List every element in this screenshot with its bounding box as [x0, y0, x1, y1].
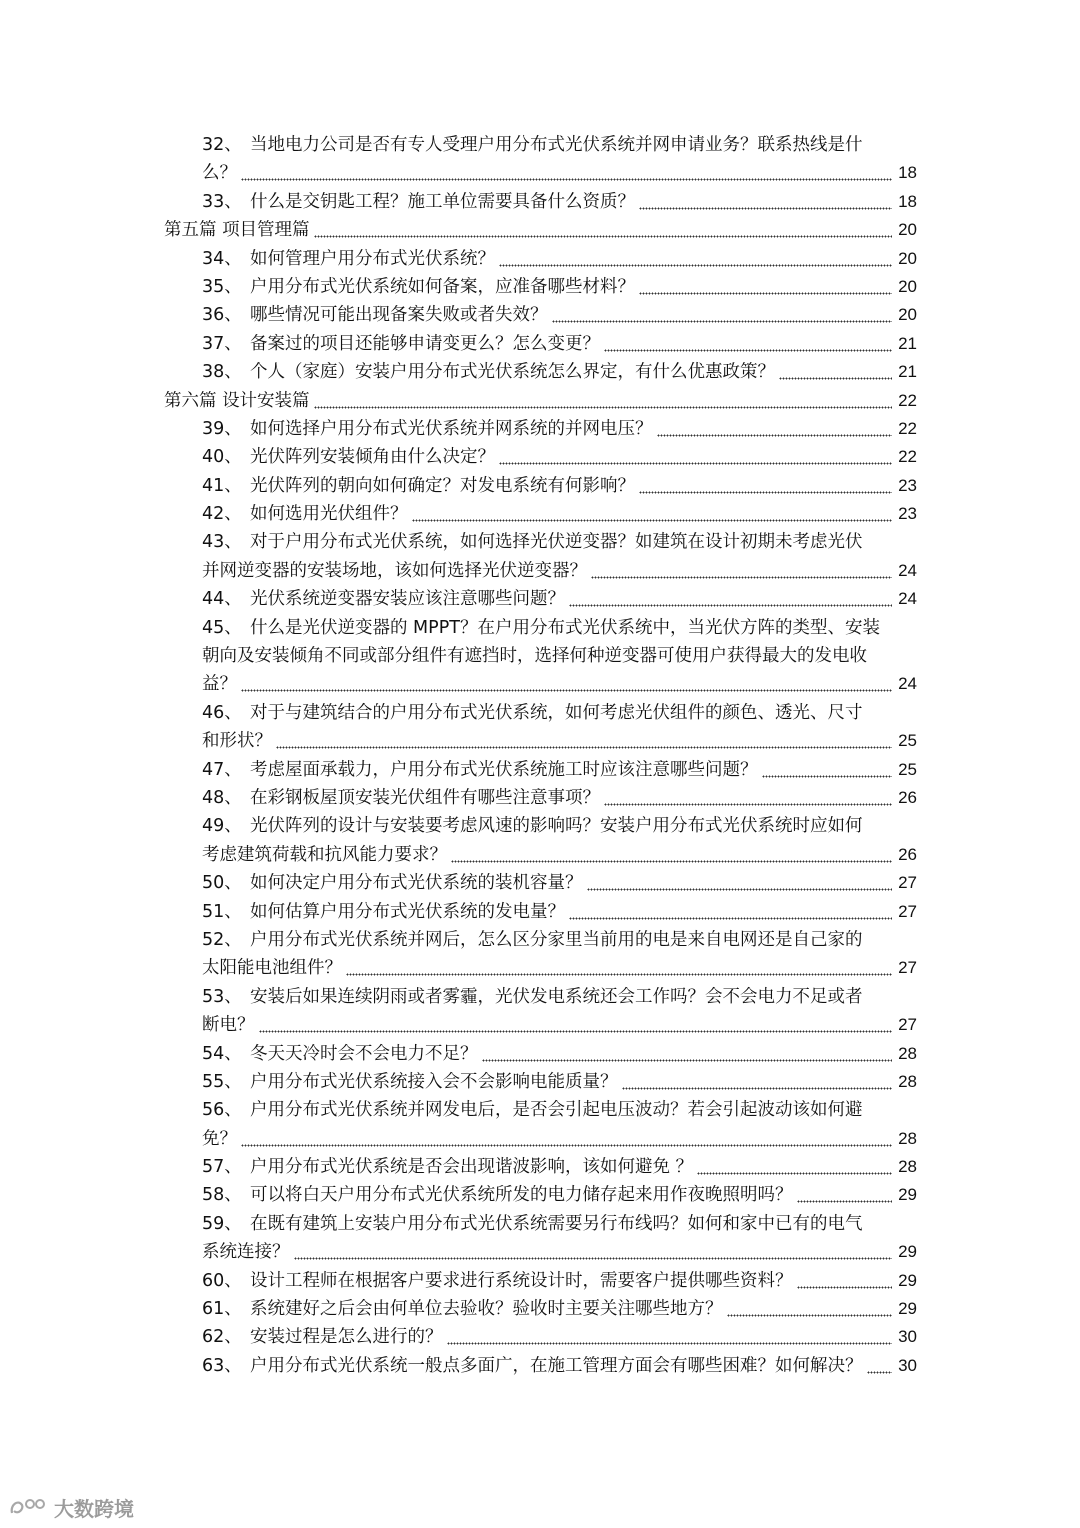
toc-entry-text [202, 898, 565, 926]
toc-entry-number: 45、 [202, 617, 242, 638]
toc-entry-continuation[interactable] [0, 954, 1080, 982]
toc-entry-title: 在既有建筑上安装户用分布式光伏系统需要另行布线吗？如何和家中已有的电气 [250, 1213, 863, 1234]
toc-entry-title: 如何选择户用分布式光伏系统并网系统的并网电压？ [250, 418, 653, 439]
toc-entry-text [202, 926, 863, 954]
toc-entry[interactable] [0, 1096, 1080, 1124]
toc-entry[interactable] [0, 1181, 1080, 1209]
toc-page-number: 25 [898, 731, 917, 751]
toc-entry-text [202, 301, 548, 329]
watermark-text: 大数跨境 [54, 1496, 134, 1521]
toc-entry-title: 考虑屋面承载力，户用分布式光伏系统施工时应该注意哪些问题？ [250, 759, 758, 780]
toc-leader-dots [622, 1068, 892, 1096]
toc-page-number: 27 [898, 958, 917, 978]
toc-leader-dots [447, 1323, 892, 1351]
toc-entry-title: 可以将白天户用分布式光伏系统所发的电力储存起来用作夜晚照明吗？ [250, 1185, 793, 1206]
toc-page-number: 22 [898, 418, 917, 438]
toc-page-number: 20 [898, 276, 917, 296]
toc-entry-title-line: 断电？ [202, 1015, 255, 1036]
toc-entry[interactable] [0, 358, 1080, 386]
toc-entry-number: 34、 [202, 248, 242, 269]
toc-entry-number: 60、 [202, 1270, 242, 1291]
toc-entry-continuation[interactable] [0, 1238, 1080, 1266]
toc-entry-continuation[interactable] [0, 642, 1080, 670]
toc-entry-continuation[interactable] [0, 841, 1080, 869]
toc-entry-text [202, 1267, 793, 1295]
toc-entry-text [202, 358, 775, 386]
toc-entry-number: 36、 [202, 305, 242, 326]
toc-entry-text [202, 1352, 863, 1380]
toc-leader-dots [604, 784, 892, 812]
toc-leader-dots [241, 1125, 892, 1153]
table-of-contents [0, 131, 1080, 1380]
toc-page-number: 28 [898, 1128, 917, 1148]
toc-entry[interactable] [0, 784, 1080, 812]
toc-page-number: 24 [898, 560, 917, 580]
toc-entry-number: 57、 [202, 1157, 242, 1178]
toc-entry-text [202, 443, 495, 471]
toc-entry-title: 户用分布式光伏系统并网后，怎么区分家里当前用的电是来自电网还是自己家的 [250, 929, 863, 950]
toc-entry-title: 如何选用光伏组件？ [250, 504, 408, 525]
toc-leader-dots [639, 188, 892, 216]
toc-entry-continuation[interactable] [0, 1125, 1080, 1153]
toc-entry-number: 50、 [202, 873, 242, 894]
toc-entry-title: 什么是交钥匙工程？施工单位需要具备什么资质？ [250, 191, 635, 212]
toc-leader-dots [482, 1040, 892, 1068]
toc-leader-dots [639, 273, 892, 301]
toc-entry-title: 设计工程师在根据客户要求进行系统设计时，需要客户提供哪些资料？ [250, 1270, 793, 1291]
toc-entry-title: 哪些情况可能出现备案失败或者失效？ [250, 305, 548, 326]
toc-leader-dots [346, 954, 892, 982]
toc-leader-dots [569, 585, 892, 613]
toc-entry[interactable] [0, 443, 1080, 471]
toc-entry-title: 如何决定户用分布式光伏系统的装机容量？ [250, 873, 583, 894]
toc-entry-continuation[interactable] [0, 670, 1080, 698]
toc-leader-dots [314, 216, 892, 244]
toc-page-number: 29 [898, 1185, 917, 1205]
toc-page-number: 20 [898, 305, 917, 325]
toc-entry-title: 对于户用分布式光伏系统，如何选择光伏逆变器？如建筑在设计初期未考虑光伏 [250, 532, 863, 553]
toc-entry-text [202, 415, 653, 443]
toc-entry[interactable] [0, 500, 1080, 528]
toc-entry-number: 51、 [202, 901, 242, 922]
toc-entry-number: 55、 [202, 1071, 242, 1092]
toc-entry[interactable] [0, 812, 1080, 840]
toc-entry-title: 户用分布式光伏系统接入会不会影响电能质量？ [250, 1071, 618, 1092]
toc-entry[interactable] [0, 1040, 1080, 1068]
toc-entry-text [202, 1153, 693, 1181]
toc-entry-text [202, 273, 635, 301]
toc-entry[interactable] [0, 1210, 1080, 1238]
toc-entry-continuation[interactable] [0, 159, 1080, 187]
toc-entry-number: 61、 [202, 1299, 242, 1320]
toc-leader-dots [451, 841, 892, 869]
toc-leader-dots [762, 756, 892, 784]
toc-entry-title-line: 系统连接？ [202, 1242, 290, 1263]
toc-entry-title: 光伏阵列的朝向如何确定？对发电系统有何影响？ [250, 475, 635, 496]
toc-entry-text [202, 245, 495, 273]
toc-entry-title-line: 免？ [202, 1128, 237, 1149]
toc-entry-text [202, 585, 565, 613]
toc-entry[interactable] [0, 983, 1080, 1011]
toc-entry-number: 59、 [202, 1213, 242, 1234]
toc-page-number: 26 [898, 844, 917, 864]
toc-page-number: 29 [898, 1270, 917, 1290]
toc-entry-title: 光伏阵列的设计与安装要考虑风速的影响吗？安装户用分布式光伏系统时应如何 [250, 816, 863, 837]
toc-entry-number: 47、 [202, 759, 242, 780]
toc-page-number: 28 [898, 1157, 917, 1177]
toc-page-number: 30 [898, 1327, 917, 1347]
toc-entry-text [202, 1096, 863, 1124]
toc-entry-title: 户用分布式光伏系统是否会出现谐波影响，该如何避免 ？ [250, 1157, 694, 1178]
toc-entry-title: 如何估算户用分布式光伏系统的发电量？ [250, 901, 565, 922]
toc-leader-dots [499, 245, 892, 273]
toc-page-number: 24 [898, 589, 917, 609]
toc-entry[interactable] [0, 1295, 1080, 1323]
toc-leader-dots [697, 1153, 892, 1181]
toc-entry-text [202, 472, 635, 500]
toc-page-number: 18 [898, 191, 917, 211]
toc-leader-dots [587, 869, 892, 897]
toc-page-number: 23 [898, 475, 917, 495]
toc-entry-number: 35、 [202, 276, 242, 297]
toc-leader-dots [591, 557, 892, 585]
toc-leader-dots [294, 1238, 892, 1266]
toc-leader-dots [276, 727, 892, 755]
toc-entry-title: 如何管理户用分布式光伏系统？ [250, 248, 495, 269]
toc-entry[interactable] [0, 245, 1080, 273]
toc-entry-title: 对于与建筑结合的户用分布式光伏系统，如何考虑光伏组件的颜色、透光、尺寸 [250, 702, 863, 723]
toc-entry[interactable] [0, 1068, 1080, 1096]
toc-page-number: 23 [898, 504, 917, 524]
toc-entry-number: 44、 [202, 589, 242, 610]
toc-entry-title: 在彩钢板屋顶安装光伏组件有哪些注意事项？ [250, 787, 600, 808]
toc-page-number: 25 [898, 759, 917, 779]
toc-leader-dots [639, 472, 892, 500]
toc-entry-text [202, 869, 583, 897]
toc-page-number: 29 [898, 1299, 917, 1319]
toc-page-number: 26 [898, 787, 917, 807]
toc-entry[interactable] [0, 869, 1080, 897]
toc-page-number: 22 [898, 390, 917, 410]
toc-entry-title: 安装后如果连续阴雨或者雾霾，光伏发电系统还会工作吗？会不会电力不足或者 [250, 986, 863, 1007]
toc-entry-continuation[interactable] [0, 557, 1080, 585]
toc-entry-title-line: 么？ [202, 163, 237, 184]
toc-page-number: 18 [898, 163, 917, 183]
toc-entry-number: 63、 [202, 1355, 242, 1376]
toc-entry-text [202, 699, 863, 727]
toc-entry-title-line: 和形状？ [202, 731, 272, 752]
toc-entry-number: 39、 [202, 418, 242, 439]
toc-entry-text [202, 1210, 863, 1238]
toc-entry-text [202, 1295, 723, 1323]
toc-entry[interactable] [0, 528, 1080, 556]
toc-entry-continuation[interactable] [0, 727, 1080, 755]
toc-section-entry[interactable] [0, 387, 1080, 415]
toc-entry-title: 光伏系统逆变器安装应该注意哪些问题？ [250, 589, 565, 610]
toc-entry-number: 40、 [202, 447, 242, 468]
toc-leader-dots [604, 330, 892, 358]
toc-entry-text [202, 614, 880, 642]
toc-entry-text [202, 1068, 618, 1096]
toc-leader-dots [797, 1181, 892, 1209]
toc-leader-dots [779, 358, 892, 386]
toc-entry-text [202, 330, 600, 358]
toc-entry[interactable] [0, 131, 1080, 159]
toc-entry-text [202, 983, 863, 1011]
toc-entry-number: 41、 [202, 475, 242, 496]
toc-entry-number: 56、 [202, 1100, 242, 1121]
toc-entry[interactable] [0, 472, 1080, 500]
toc-leader-dots [797, 1267, 892, 1295]
toc-entry-title: 安装过程是怎么进行的？ [250, 1327, 443, 1348]
toc-entry[interactable] [0, 614, 1080, 642]
toc-entry-number: 48、 [202, 787, 242, 808]
toc-entry[interactable] [0, 898, 1080, 926]
toc-entry-text [202, 1181, 793, 1209]
toc-entry-title: 什么是光伏逆变器的 MPPT？在户用分布式光伏系统中，当光伏方阵的类型、安装 [250, 617, 880, 638]
toc-entry-number: 58、 [202, 1185, 242, 1206]
toc-entry-title-line: 并网逆变器的安装场地，该如何选择光伏逆变器？ [202, 560, 587, 581]
toc-entry-title: 户用分布式光伏系统一般点多面广，在施工管理方面会有哪些困难？如何解决？ [250, 1355, 863, 1376]
toc-entry-text [202, 131, 863, 159]
toc-page-number: 20 [898, 220, 917, 240]
toc-leader-dots [727, 1295, 892, 1323]
toc-entry-title: 备案过的项目还能够申请变更么？怎么变更？ [250, 333, 600, 354]
toc-entry[interactable] [0, 756, 1080, 784]
toc-entry-number: 43、 [202, 532, 242, 553]
toc-entry[interactable] [0, 1352, 1080, 1380]
toc-entry-number: 37、 [202, 333, 242, 354]
toc-page-number: 27 [898, 1015, 917, 1035]
toc-entry-continuation[interactable] [0, 1011, 1080, 1039]
toc-entry-number: 53、 [202, 986, 242, 1007]
toc-entry-text [202, 188, 635, 216]
toc-entry[interactable] [0, 301, 1080, 329]
toc-entry-title: 系统建好之后会由何单位去验收？验收时主要关注哪些地方？ [250, 1299, 723, 1320]
toc-page-number: 24 [898, 674, 917, 694]
toc-entry-text [202, 784, 600, 812]
toc-entry-text [202, 1040, 478, 1068]
toc-entry-title: 个人（家庭）安装户用分布式光伏系统怎么界定，有什么优惠政策？ [250, 362, 775, 383]
toc-leader-dots [552, 301, 892, 329]
toc-entry-title-line: 考虑建筑荷载和抗风能力要求？ [202, 844, 447, 865]
toc-entry-text [202, 500, 408, 528]
toc-entry-number: 49、 [202, 816, 242, 837]
toc-entry-number: 42、 [202, 504, 242, 525]
toc-entry-title: 冬天天冷时会不会电力不足？ [250, 1043, 478, 1064]
watermark-logo [8, 1494, 134, 1520]
toc-entry-number: 52、 [202, 929, 242, 950]
toc-leader-dots [241, 159, 892, 187]
toc-entry[interactable] [0, 1153, 1080, 1181]
toc-entry-number: 33、 [202, 191, 242, 212]
toc-entry-title: 当地电力公司是否有专人受理户用分布式光伏系统并网申请业务？联系热线是什 [250, 135, 863, 155]
toc-leader-dots [867, 1352, 892, 1380]
toc-page-number: 27 [898, 901, 917, 921]
toc-leader-dots [499, 443, 892, 471]
toc-entry[interactable] [0, 585, 1080, 613]
toc-entry-title-line: 益？ [202, 674, 237, 695]
toc-page-number: 30 [898, 1355, 917, 1375]
toc-entry-number: 54、 [202, 1043, 242, 1064]
toc-leader-dots [569, 898, 892, 926]
toc-entry-text [202, 756, 758, 784]
toc-entry[interactable] [0, 1323, 1080, 1351]
toc-section-title: 第五篇 项目管理篇 [164, 220, 310, 241]
toc-page-number: 21 [898, 333, 917, 353]
toc-entry-title: 户用分布式光伏系统如何备案，应准备哪些材料？ [250, 276, 635, 297]
toc-entry-title: 户用分布式光伏系统并网发电后，是否会引起电压波动？若会引起波动该如何避 [250, 1100, 863, 1121]
toc-entry-title-line: 朝向及安装倾角不同或部分组件有遮挡时，选择何种逆变器可使用户获得最大的发电收 [202, 646, 867, 667]
toc-leader-dots [241, 670, 892, 698]
toc-entry-text [202, 812, 863, 840]
toc-page-number: 27 [898, 873, 917, 893]
toc-entry[interactable] [0, 188, 1080, 216]
toc-section-entry[interactable] [0, 216, 1080, 244]
toc-entry[interactable] [0, 330, 1080, 358]
toc-page-number: 28 [898, 1071, 917, 1091]
toc-entry[interactable] [0, 926, 1080, 954]
toc-section-title: 第六篇 设计安装篇 [164, 390, 310, 411]
toc-entry-number: 62、 [202, 1327, 242, 1348]
toc-entry-text [202, 528, 863, 556]
toc-entry[interactable] [0, 699, 1080, 727]
toc-entry-title-line: 太阳能电池组件？ [202, 958, 342, 979]
toc-page-number: 28 [898, 1043, 917, 1063]
toc-entry[interactable] [0, 415, 1080, 443]
toc-page-number: 22 [898, 447, 917, 467]
toc-entry-text [202, 1323, 443, 1351]
toc-entry-number: 32、 [202, 135, 242, 155]
toc-page-number: 29 [898, 1242, 917, 1262]
toc-leader-dots [314, 387, 892, 415]
toc-entry-title: 光伏阵列安装倾角由什么决定？ [250, 447, 495, 468]
toc-page-number: 21 [898, 362, 917, 382]
toc-entry-number: 46、 [202, 702, 242, 723]
toc-leader-dots [259, 1011, 892, 1039]
toc-leader-dots [657, 415, 892, 443]
toc-page-number: 20 [898, 248, 917, 268]
watermark-icon [8, 1495, 50, 1519]
toc-entry[interactable] [0, 1267, 1080, 1295]
toc-entry[interactable] [0, 273, 1080, 301]
toc-leader-dots [412, 500, 892, 528]
toc-entry-number: 38、 [202, 362, 242, 383]
